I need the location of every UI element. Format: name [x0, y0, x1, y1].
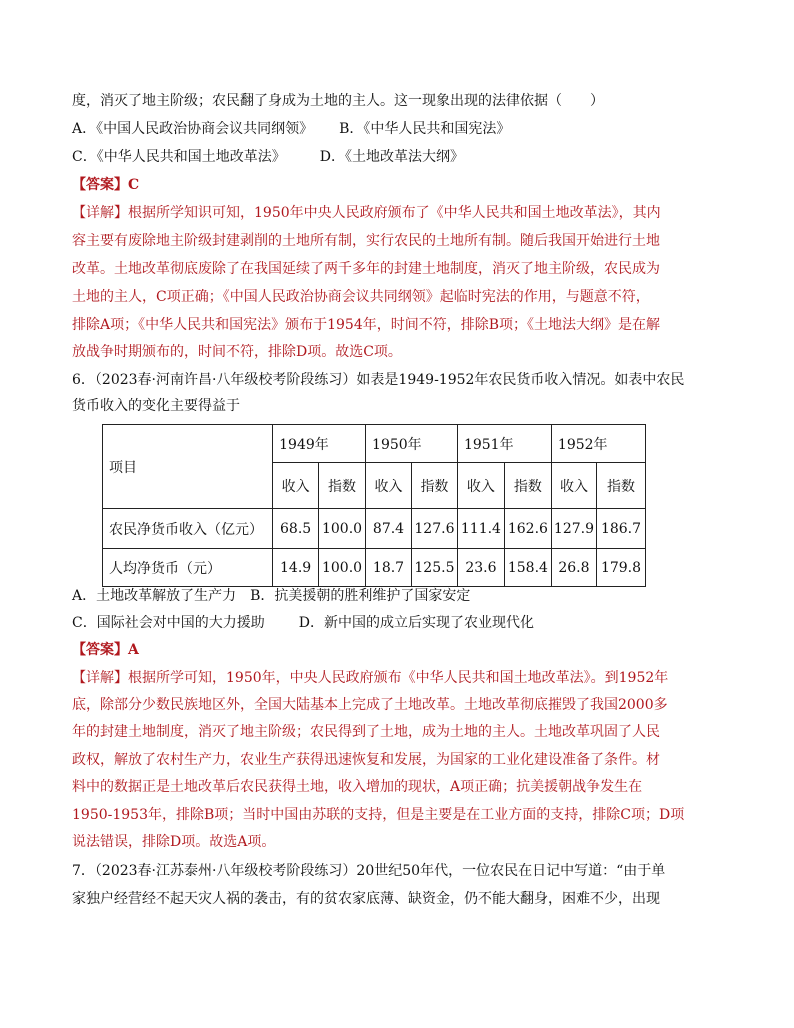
option-c: C．国际社会对中国的大力援助 — [72, 615, 265, 631]
year-header: 1949年 — [273, 425, 366, 463]
table-header-row — [103, 425, 646, 463]
table-item-header: 项目 — [103, 425, 273, 509]
income-subheader: 收入 — [366, 463, 412, 509]
question-6-stem-line: 货币收入的变化主要得益于 — [72, 398, 240, 414]
question-5-detail-line: 土地的主人，C项正确；《中国人民政治协商会议共同纲领》起临时宪法的作用，与题意不符， — [72, 289, 650, 305]
table-cell: 23.6 — [457, 549, 504, 587]
question-5-options-row-1 — [72, 119, 510, 139]
income-subheader: 收入 — [551, 463, 596, 509]
table-cell: 186.7 — [597, 509, 646, 549]
question-6-detail-line: 【详解】根据所学可知，1950年，中央人民政府颁布《中华人民共和国土地改革法》。到1952年 — [72, 670, 669, 686]
question-6-options-row-1 — [72, 586, 470, 606]
table-cell: 100.0 — [319, 509, 366, 549]
table-cell: 18.7 — [366, 549, 412, 587]
question-6-detail-line: 料中的数据正是土地改革后农民获得土地，收入增加的现状，A项正确；抗美援朝战争发生在 — [72, 779, 643, 795]
question-6-options-row-2 — [72, 613, 534, 633]
income-subheader: 收入 — [457, 463, 504, 509]
question-5-stem: 度，消灭了地主阶级；农民翻了身成为土地的主人。这一现象出现的法律依据（ ） — [72, 93, 604, 109]
income-table — [102, 424, 646, 587]
year-header: 1952年 — [551, 425, 645, 463]
option-d: D．《土地改革法大纲》 — [319, 149, 464, 165]
question-5-detail-line: 容主要有废除地主阶级封建剥削的土地所有制，实行农民的土地所有制。随后我国开始进行土地 — [72, 233, 660, 249]
index-subheader: 指数 — [319, 463, 366, 509]
question-5-options-row-2 — [72, 147, 464, 167]
table-cell: 127.6 — [411, 509, 457, 549]
table-cell: 68.5 — [273, 509, 319, 549]
table-row — [103, 549, 646, 587]
index-subheader: 指数 — [597, 463, 646, 509]
question-6-stem-line: 6．（2023春·河南许昌·八年级校考阶段练习）如表是1949-1952年农民货币收入情况。如表中农民 — [72, 372, 685, 388]
question-5-detail-line: 排除A项；《中华人民共和国宪法》颁布于1954年，时间不符，排除B项；《土地法大纲》是在解 — [72, 317, 661, 333]
option-d: D．新中国的成立后实现了农业现代化 — [298, 615, 534, 631]
question-7-stem-line: 家独户经营经不起天灾人祸的袭击，有的贫农家底薄、缺资金，仍不能大翻身，困难不少，出现 — [72, 891, 660, 907]
question-6-detail-line: 底，除部分少数民族地区外，全国大陆基本上完成了土地改革。土地改革彻底摧毁了我国2000多 — [72, 697, 668, 713]
table-cell: 158.4 — [504, 549, 551, 587]
table-cell: 14.9 — [273, 549, 319, 587]
option-a: A．土地改革解放了生产力 — [72, 588, 237, 604]
table-cell: 111.4 — [457, 509, 504, 549]
row-label: 人均净货币（元） — [103, 549, 273, 587]
index-subheader: 指数 — [504, 463, 551, 509]
table-cell: 125.5 — [411, 549, 457, 587]
question-6-detail-line: 1950-1953年，排除B项；当时中国由苏联的支持，但是主要是在工业方面的支持，排除C项；D项 — [72, 807, 685, 823]
table-row — [103, 509, 646, 549]
index-subheader: 指数 — [411, 463, 457, 509]
table-cell: 162.6 — [504, 509, 551, 549]
question-6-detail-line: 政权，解放了农村生产力，农业生产获得迅速恢复和发展，为国家的工业化建设准备了条件。材 — [72, 752, 660, 768]
table-cell: 87.4 — [366, 509, 412, 549]
table-cell: 127.9 — [551, 509, 596, 549]
question-6-answer: 【答案】A — [72, 642, 139, 658]
table-cell: 100.0 — [319, 549, 366, 587]
income-subheader: 收入 — [273, 463, 319, 509]
table-cell: 179.8 — [597, 549, 646, 587]
option-b: B．抗美援朝的胜利维护了国家安定 — [250, 588, 471, 604]
year-header: 1950年 — [366, 425, 458, 463]
question-5-detail-line: 【详解】根据所学知识可知，1950年中央人民政府颁布了《中华人民共和国土地改革法》，其内 — [72, 205, 661, 221]
year-header: 1951年 — [457, 425, 551, 463]
question-6-detail-line: 年的封建土地制度，消灭了地主阶级；农民得到了土地，成为土地的主人。土地改革巩固了人民 — [72, 724, 660, 740]
question-5-detail-line: 改革。土地改革彻底废除了在我国延续了两千多年的封建土地制度，消灭了地主阶级，农民成为 — [72, 261, 660, 277]
option-c: C．《中华人民共和国土地改革法》 — [72, 149, 286, 165]
question-6-detail-line: 说法错误，排除D项。故选A项。 — [72, 834, 276, 850]
option-a: A．《中国人民政治协商会议共同纲领》 — [72, 121, 314, 137]
option-b: B．《中华人民共和国宪法》 — [339, 121, 511, 137]
question-5-answer: 【答案】C — [72, 177, 140, 193]
question-5-detail-line: 放战争时期颁布的，时间不符，排除D项。故选C项。 — [72, 344, 402, 360]
question-7-stem-line: 7．（2023春·江苏泰州·八年级校考阶段练习）20世纪50年代，一位农民在日记中写道：“由于单 — [72, 863, 666, 879]
row-label: 农民净货币收入（亿元） — [103, 509, 273, 549]
table-cell: 26.8 — [551, 549, 596, 587]
